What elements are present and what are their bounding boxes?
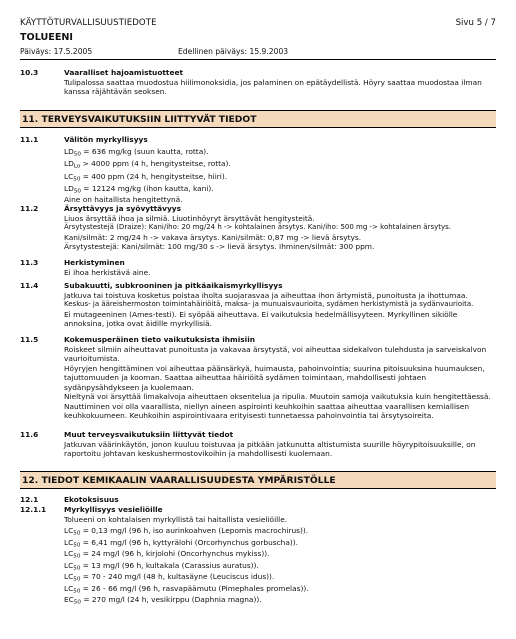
document-title: KÄYTTÖTURVALLISUUSTIEDOTE — [20, 18, 157, 28]
measure-label: LC — [64, 583, 74, 593]
section-heading: Myrkyllisyys vesieliöille — [64, 505, 163, 514]
section-number: 11.4 — [20, 281, 39, 290]
ecotox-line — [64, 538, 496, 548]
measure-value: = 6,41 mg/l (96 h, kyttyrälohi (Orcorhynchus gorbuscha)). — [80, 537, 299, 547]
measure-label: LC — [64, 549, 74, 558]
section-number: 11.1 — [20, 135, 39, 144]
section-heading: Subakuutti, subkrooninen ja pitkäaikaismyrkyllisyys — [64, 281, 283, 290]
section-12-1 — [20, 495, 496, 505]
measure-value: > 4000 ppm (4 h, hengitysteitse, rotta). — [80, 159, 231, 168]
header-divider — [20, 59, 496, 60]
section-band-11: 11. TERVEYSVAIKUTUKSIIN LIITTYVÄT TIEDOT — [20, 110, 496, 128]
section-heading: Vaaralliset hajoamistuotteet — [64, 68, 184, 77]
section-heading: Ärsyttävyys ja syövyttävyys — [64, 204, 181, 213]
page-number: Sivu 5 / 7 — [455, 18, 496, 28]
section-text: Tolueeni on kohtalaisen myrkyllistä tai haitallista vesieliöille. — [64, 514, 288, 524]
section-text: Ärsytystestejä: Kani/silmät: 100 mg/30 s -> lievä ärsytys. Ihminen/silmät: 300 ppm. — [64, 242, 375, 251]
section-heading: Ekotoksisuus — [64, 495, 119, 504]
measure-subscript: 50 — [73, 151, 81, 157]
section-number: 11.5 — [20, 335, 39, 344]
section-text: Tulipalossa saattaa muodostua hiilimonoksidia, jos palaminen on epätäydellistä. Höyry saattaa muodostaa ilman kanssa räjähtävän seoksen. — [64, 77, 482, 96]
section-number: 11.2 — [20, 204, 39, 213]
toxicity-line — [64, 172, 496, 182]
section-number: 12.1.1 — [20, 505, 47, 514]
section-text: Liuos ärsyttää ihoa ja silmiä. Liuotinhöyryt ärsyttävät hengitysteitä. — [64, 213, 315, 223]
measure-value: = 0,13 mg/l (96 h, iso aurinkoahven (Lepomis macrochirus)). — [80, 526, 309, 535]
measure-subscript: 50 — [73, 553, 81, 560]
section-heading: Herkistyminen — [64, 258, 125, 267]
section-text: Aine on haitallista hengitettynä. — [64, 194, 183, 204]
ecotox-line — [64, 526, 496, 536]
measure-value: = 12124 mg/kg (ihon kautta, kani). — [80, 184, 214, 193]
toxicity-line — [64, 147, 496, 157]
measure-subscript: 50 — [73, 188, 81, 195]
section-text: Keskus- ja ääreishermoston toimintahäiriöitä, maksa- ja munuaisvaurioita, sydämen herkistymistä ja sydänvaurioita. — [64, 300, 474, 308]
measure-value: = 13 mg/l (96 h, kultakala (Carassius auratus)). — [80, 560, 259, 570]
section-text: Jatkuva tai toistuva kosketus poistaa iholta suojarasvaa ja aiheuttaa ihon ärtymistä, punoitusta ja ihottumaa. — [64, 290, 468, 300]
measure-subscript: 50 — [73, 588, 81, 594]
section-12-1-1 — [20, 505, 496, 605]
toxicity-line — [64, 159, 496, 169]
measure-subscript: 50 — [73, 599, 81, 606]
section-11-6 — [20, 430, 496, 459]
measure-subscript: 50 — [73, 530, 81, 537]
section-heading: Kokemusperäinen tieto vaikutuksista ihmisiin — [64, 335, 256, 344]
section-11-1 — [20, 135, 496, 204]
section-number: 10.3 — [20, 68, 39, 77]
section-11-2 — [20, 204, 496, 252]
section-text: Nieltynä voi ärsyttää limakalvoja aiheuttaen oksentelua ja ripulia. Muutoin samoja vaikutuksia kuin hengitettäessä. Nauttiminen voi olla vaarallista, niellyn aineen aspirointi keuhkoihin saattaa aiheuttaa vaarallisen kemiallisen keuhkokuumeen. Keuhkoihin aspirointivaara erityisesti tunnetaessa pahoinvointia tai ärsytysoireita. — [64, 392, 491, 420]
ecotox-line — [64, 595, 496, 605]
section-text: Ei ihoa herkistävä aine. — [64, 267, 151, 277]
section-text: Jatkuvan väärinkäytön, jonon kuuluu toistuvaa ja pitkään jatkunutta altistumista suurille höyrypitoisuuksille, on raportoitu johtavan keskushermostovikoihin ja mahdollisesti kuolemaan. — [64, 439, 476, 458]
measure-subscript: 50 — [73, 576, 81, 583]
section-11-5 — [20, 335, 496, 421]
measure-label: LD — [64, 159, 74, 168]
measure-value: = 270 mg/l (24 h, vesikirppu (Daphnia magna)). — [80, 595, 262, 604]
section-band-12: 12. TIEDOT KEMIKAALIN VAARALLISUUDESTA YMPÄRISTÖLLE — [20, 471, 496, 489]
issue-date: Päiväys: 17.5.2005 — [20, 47, 93, 56]
measure-subscript: Lo — [73, 163, 81, 170]
section-10-3 — [20, 68, 496, 97]
section-text: Roiskeet silmiin aiheuttavat punoitusta ja vakavaa ärsytystä, voi aiheuttaa sidekalvon tulehdusta ja sarveiskalvon vaurioitumista. — [64, 344, 487, 363]
ecotox-line — [64, 549, 496, 559]
measure-label: EC — [64, 595, 74, 604]
section-heading: Muut terveysvaikutuksiin liittyvät tiedot — [64, 430, 234, 439]
section-text: Ärsytystestejä (Draize): Kani/iho: 20 mg/24 h -> kohtalainen ärsytys. Kani/iho: 500 mg -> kohtalainen ärsytys. — [64, 223, 452, 231]
section-text: Kani/silmät: 2 mg/24 h -> vakava ärsytys. Kani/silmät: 0,87 mg -> lievä ärsytys. — [64, 232, 362, 242]
product-name: TOLUEENI — [20, 32, 73, 43]
section-text: Ei mutageeninen (Ames-testi). Ei syöpää aiheuttava. Ei vaikutuksia hedelmällisyyteen. Myrkyllinen sikiölle annoksina, jotka ovat äidille myrkyllisiä. — [64, 309, 458, 328]
measure-subscript: 50 — [73, 176, 81, 182]
ecotox-line — [64, 561, 496, 571]
measure-label: LD — [64, 146, 74, 156]
measure-value: = 24 mg/l (96 h, kirjolohi (Oncorhynchus mykiss)). — [80, 549, 270, 558]
section-number: 11.3 — [20, 258, 39, 267]
measure-label: LC — [64, 171, 74, 181]
section-number: 11.6 — [20, 430, 39, 439]
measure-subscript: 50 — [73, 542, 81, 548]
measure-label: LC — [64, 572, 74, 581]
measure-label: LC — [64, 526, 74, 535]
measure-value: = 70 - 240 mg/l (48 h, kultasäyne (Leuciscus idus)). — [80, 572, 275, 581]
section-text: Höyryjen hengittäminen voi aiheuttaa päänsärkyä, huimausta, pahoinvointia; suurina pitoisuuksina huumauksen, tajuttomuuden ja kooman. Saattaa aiheuttaa häiriöitä sydämen toimintaan, mahdollisesti johtaen sydänpysähdykseen ja kuolemaan. — [64, 363, 485, 392]
measure-label: LD — [64, 184, 74, 193]
section-11-4 — [20, 281, 496, 329]
previous-date: Edellinen päiväys: 15.9.2003 — [178, 47, 289, 56]
measure-label: LC — [64, 537, 74, 547]
measure-value: = 26 - 66 mg/l (96 h, rasvapäämutu (Pimephales promelas)). — [80, 583, 309, 593]
ecotox-line — [64, 572, 496, 582]
measure-value: = 400 ppm (24 h, hengitysteitse, hiiri). — [80, 171, 228, 181]
section-11-3 — [20, 258, 496, 277]
measure-label: LC — [64, 560, 74, 570]
toxicity-line — [64, 184, 496, 194]
ecotox-line — [64, 584, 496, 594]
section-heading: Välitön myrkyllisyys — [64, 135, 148, 144]
measure-subscript: 50 — [73, 565, 81, 571]
section-number: 12.1 — [20, 495, 39, 504]
measure-value: = 636 mg/kg (suun kautta, rotta). — [80, 146, 209, 156]
